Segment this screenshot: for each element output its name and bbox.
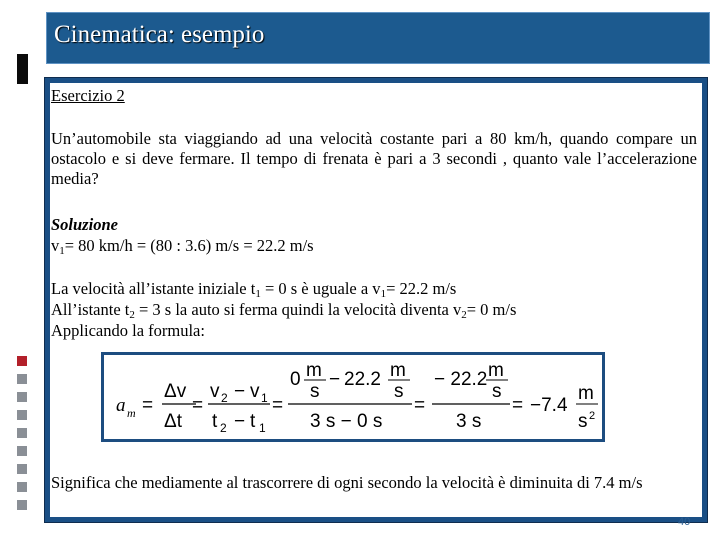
- formula-minus: −: [329, 369, 341, 390]
- acceleration-formula: [101, 352, 605, 442]
- formula-delta-v: Δv: [164, 381, 187, 402]
- formula-m: m: [488, 360, 504, 381]
- formula-sub1: 1: [259, 421, 266, 435]
- formula-eq: =: [512, 395, 524, 416]
- speed-conversion: $v_1= 80$ km/h = (80 : 3.6) m/s = 22.2 m/s: [51, 236, 314, 257]
- formula-result-m: m: [578, 383, 594, 404]
- page-number: 40: [678, 516, 691, 528]
- formula-minus: −: [234, 411, 246, 432]
- formula-eq: =: [142, 395, 154, 416]
- final-speed-line: All’istante $t_2 = 3$ s la auto si ferma quindi la velocità diventa $v_2= 0$ m/s: [51, 300, 517, 321]
- exercise-heading: Esercizio 2: [51, 86, 125, 105]
- formula-a-sub: m: [127, 406, 136, 420]
- side-square-gray: [17, 464, 27, 474]
- formula-s: s: [310, 381, 320, 402]
- formula-s: s: [492, 381, 502, 402]
- slide-header: [46, 12, 710, 64]
- left-margin: [0, 0, 14, 540]
- formula-v1: v: [250, 381, 260, 402]
- solution-heading: Soluzione: [51, 215, 118, 234]
- formula-intro: Applicando la formula:: [51, 321, 205, 340]
- side-square-gray: [17, 500, 27, 510]
- formula-eq: =: [414, 395, 426, 416]
- formula-result: −7.4: [530, 395, 568, 416]
- side-marker: [17, 54, 28, 84]
- formula-a: a: [116, 395, 126, 416]
- formula-t1: t: [250, 411, 256, 432]
- problem-text: Un’automobile sta viaggiando ad una velocità costante pari a 80 km/h, quando compare un ostacolo e si deve fermare. Il tempo di frenata è pari a 3 secondi , quanto vale l’accelerazione media?: [51, 129, 697, 188]
- side-square-gray: [17, 410, 27, 420]
- formula-m: m: [306, 360, 322, 381]
- formula-eq: =: [272, 395, 284, 416]
- initial-speed-line: La velocità all’istante iniziale $t_1 = 0$ s è uguale a $v_1= 22.2$ m/s: [51, 279, 457, 300]
- formula-sub2: 2: [220, 421, 227, 435]
- formula-m: m: [390, 360, 406, 381]
- formula-result-s: s: [578, 411, 588, 432]
- formula-sub1: 1: [261, 391, 268, 405]
- conclusion-text: Significa che mediamente al trascorrere di ogni secondo la velocità è diminuita di 7.4 m/s: [51, 473, 643, 492]
- side-square-gray: [17, 428, 27, 438]
- formula-square: 2: [589, 410, 596, 422]
- side-square-gray: [17, 374, 27, 384]
- side-square-gray: [17, 446, 27, 456]
- side-square-gray: [17, 482, 27, 492]
- side-square-red: [17, 356, 27, 366]
- formula-t2: t: [212, 411, 218, 432]
- slide-title: Cinematica: esempio: [54, 21, 265, 48]
- formula-s: s: [394, 381, 404, 402]
- formula-eq: =: [192, 395, 204, 416]
- formula-den2: 3 s: [456, 411, 482, 432]
- formula-neg-val: − 22.2: [434, 369, 488, 390]
- formula-val: 22.2: [344, 369, 381, 390]
- formula-sub2: 2: [221, 391, 228, 405]
- formula-minus: −: [234, 381, 246, 402]
- formula-zero: 0: [290, 369, 301, 390]
- side-square-gray: [17, 392, 27, 402]
- formula-den1: 3 s − 0 s: [310, 411, 383, 432]
- formula-delta-t: Δt: [164, 411, 182, 432]
- formula-v2: v: [210, 381, 220, 402]
